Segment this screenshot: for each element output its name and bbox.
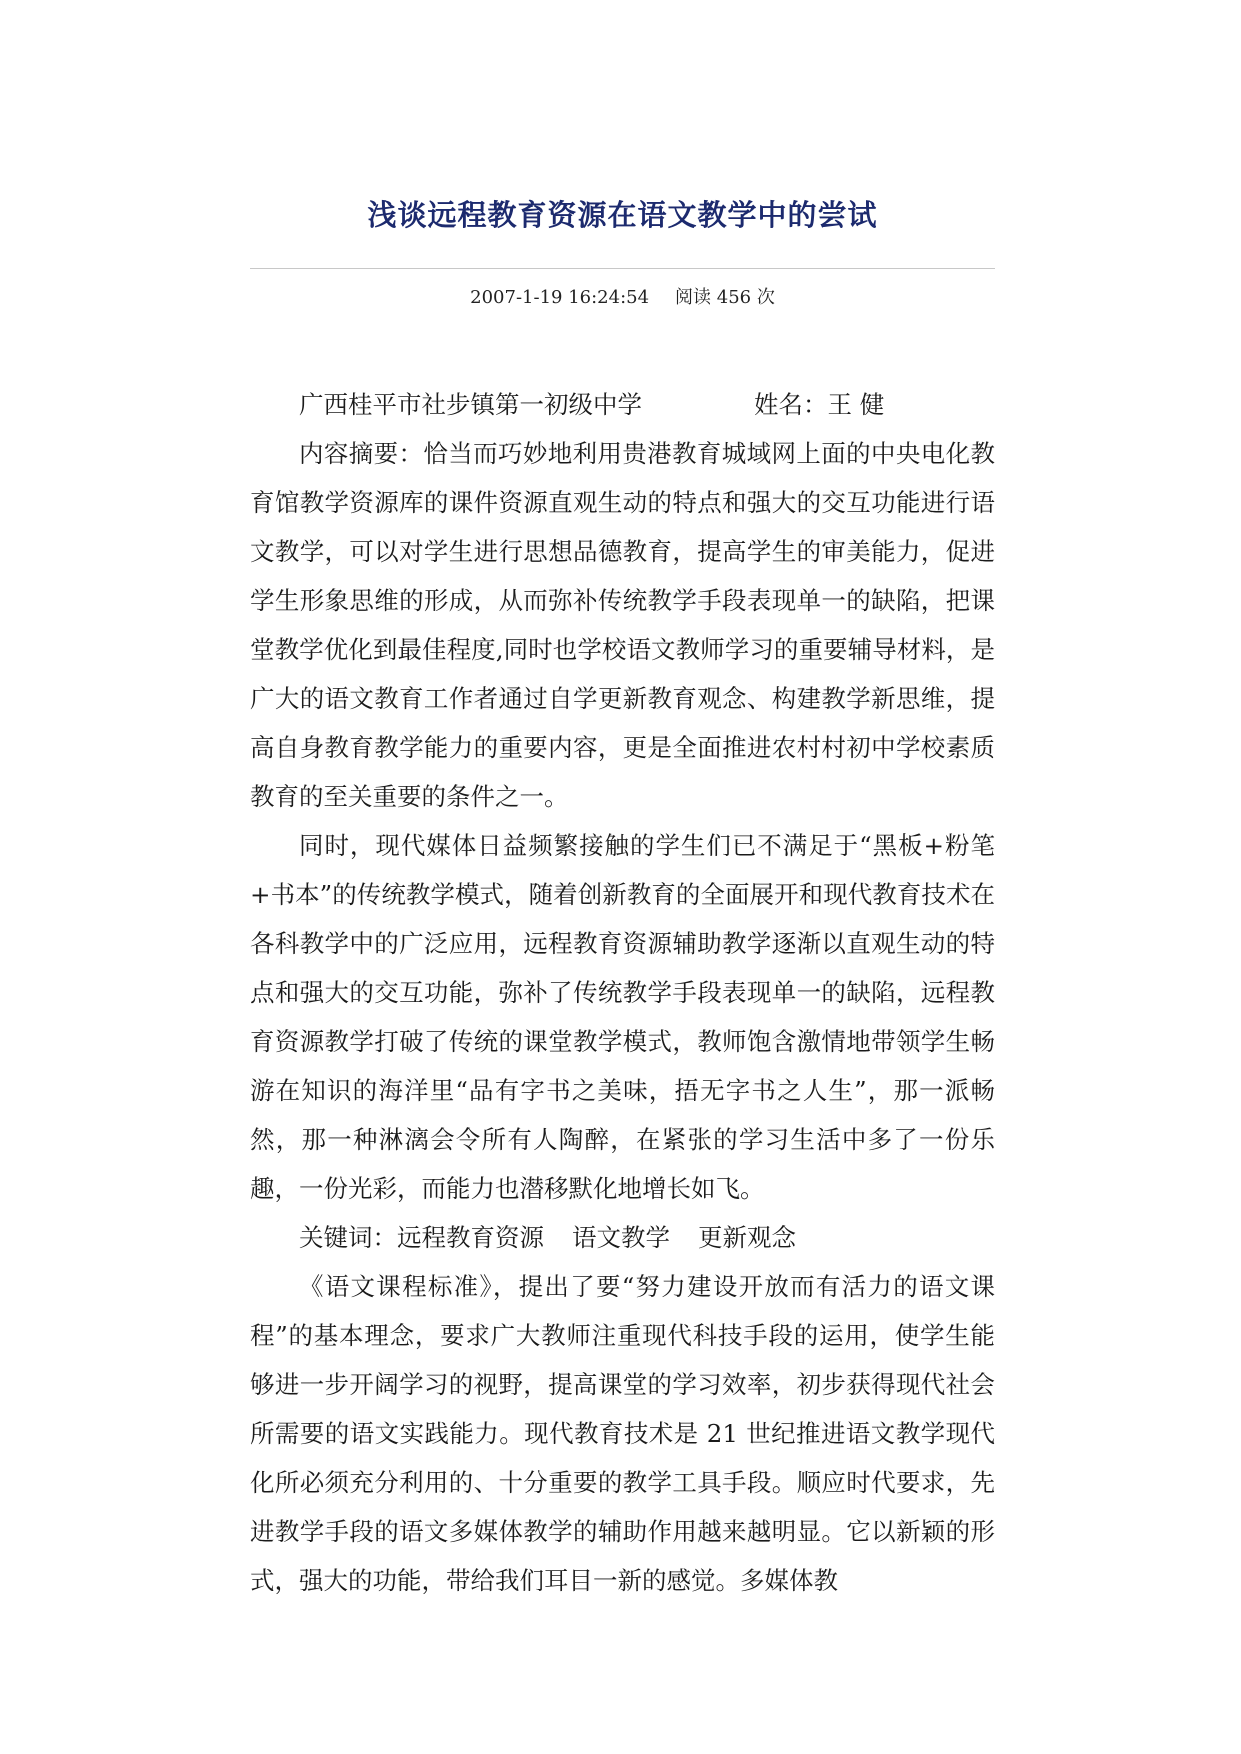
author-name: 姓名：王 健 <box>754 390 885 419</box>
keyword: 远程教育资源 <box>397 1223 544 1252</box>
publish-date: 2007-1-19 16:24:54 <box>470 287 650 308</box>
article-title: 浅谈远程教育资源在语文教学中的尝试 <box>367 198 878 232</box>
article-meta <box>250 285 995 311</box>
keywords-line <box>250 1213 995 1262</box>
article-body <box>250 380 995 1605</box>
author-line <box>250 380 995 429</box>
keyword: 语文教学 <box>572 1223 670 1252</box>
keyword: 更新观念 <box>698 1223 796 1252</box>
title-divider <box>250 268 995 269</box>
school-name: 广西桂平市社步镇第一初级中学 <box>299 390 642 419</box>
abstract-paragraph: 内容摘要：恰当而巧妙地利用贵港教育城域网上面的中央电化教育馆教学资源库的课件资源直观生动的特点和强大的交互功能进行语文教学，可以对学生进行思想品德教育，提高学生的审美能力，促进学生形象思维的形成，从而弥补传统教学手段表现单一的缺陷，把课堂教学优化到最佳程度,同时也学校语文教师学习的重要辅导材料，是广大的语文教育工作者通过自学更新教育观念、构建教学新思维，提高自身教育教学能力的重要内容，更是全面推进农村村初中学校素质教育的至关重要的条件之一。 <box>250 439 995 811</box>
keywords-label: 关键词： <box>299 1223 397 1252</box>
read-count: 阅读 456 次 <box>675 287 775 308</box>
body-paragraph-3: 《语文课程标准》，提出了要“努力建设开放而有活力的语文课程”的基本理念，要求广大教师注重现代科技手段的运用，使学生能够进一步开阔学习的视野，提高课堂的学习效率，初步获得现代社会所需要的语文实践能力。现代教育技术是 21 世纪推进语文教学现代化所必须充分利用的、十分重要的教学工具手段。顺应时代要求，先进教学手段的语文多媒体教学的辅助作用越来越明显。它以新颖的形式，强大的功能，带给我们耳目一新的感觉。多媒体教 <box>250 1272 995 1595</box>
body-paragraph-2: 同时，现代媒体日益频繁接触的学生们已不满足于“黑板+粉笔+书本”的传统教学模式，随着创新教育的全面展开和现代教育技术在各科教学中的广泛应用，远程教育资源辅助教学逐渐以直观生动的特点和强大的交互功能，弥补了传统教学手段表现单一的缺陷，远程教育资源教学打破了传统的课堂教学模式，教师饱含激情地带领学生畅游在知识的海洋里“品有字书之美味，捂无字书之人生”，那一派畅然，那一种淋漓会令所有人陶醉，在紧张的学习生活中多了一份乐趣，一份光彩，而能力也潜移默化地增长如飞。 <box>250 831 995 1203</box>
